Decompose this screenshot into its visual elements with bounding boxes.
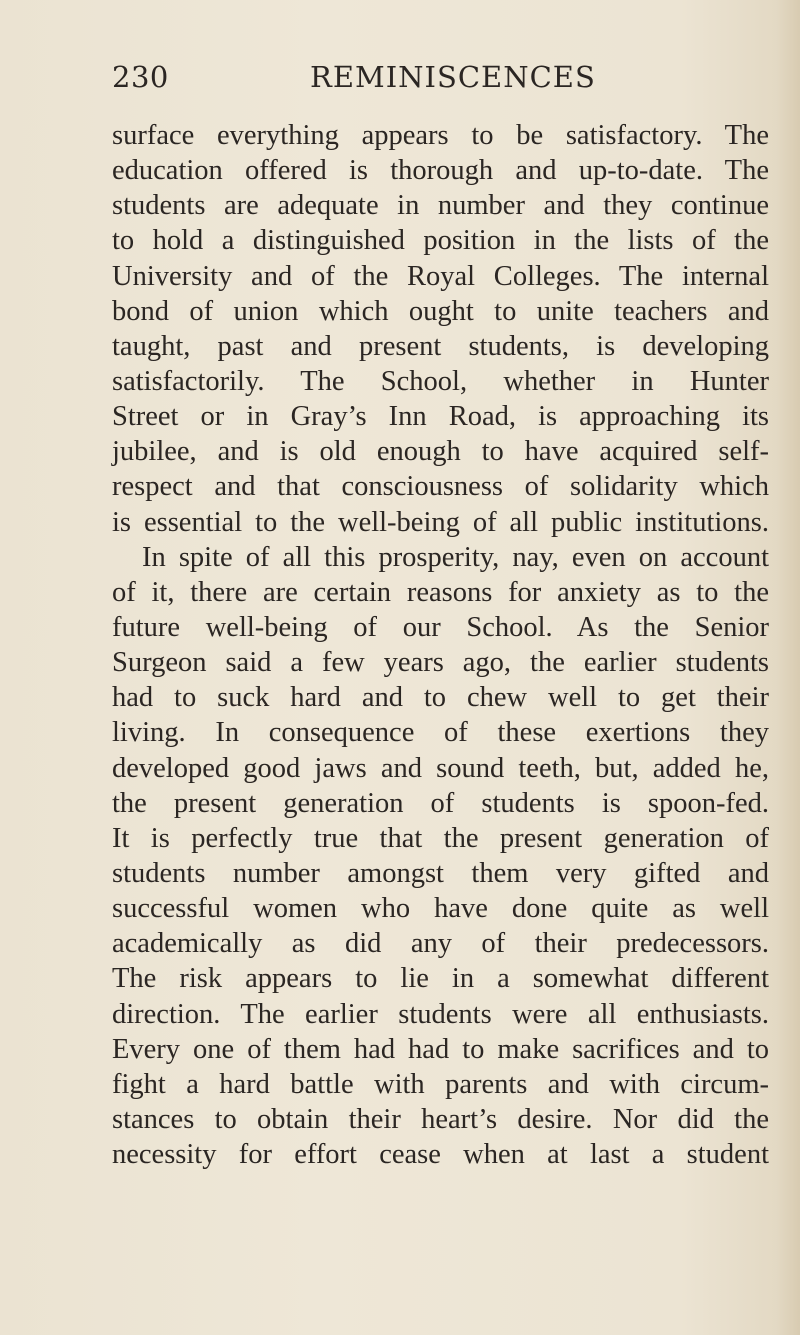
running-title: REMINISCENCES xyxy=(310,60,596,94)
text-line: University and of the Royal Colleges. The internal xyxy=(112,260,769,292)
page-number: 230 xyxy=(112,60,169,94)
text-line: students number amongst them very gifted and xyxy=(112,857,769,889)
text-line: It is perfectly true that the present generation of xyxy=(112,822,769,854)
text-line: respect and that consciousness of solidarity which xyxy=(112,471,769,503)
text-line: is essential to the well-being of all public institutions. xyxy=(112,506,769,538)
text-line: Street or in Gray’s Inn Road, is approaching its xyxy=(112,401,769,433)
text-line: direction. The earlier students were all enthusiasts. xyxy=(112,998,769,1030)
text-line: stances to obtain their heart’s desire. Nor did the xyxy=(112,1103,769,1135)
text-line: academically as did any of their predecessors. xyxy=(112,928,769,960)
text-line: developed good jaws and sound teeth, but, added he, xyxy=(112,752,769,784)
text-line: the present generation of students is spoon-fed. xyxy=(112,787,769,819)
text-line: fight a hard battle with parents and with circum- xyxy=(112,1068,769,1100)
text-line: Surgeon said a few years ago, the earlier students xyxy=(112,647,769,679)
text-line: to hold a distinguished position in the lists of the xyxy=(112,225,769,257)
text-line: education offered is thorough and up-to-date. The xyxy=(112,155,769,187)
text-line: Every one of them had had to make sacrifices and to xyxy=(112,1033,769,1065)
text-line: had to suck hard and to chew well to get their xyxy=(112,682,769,714)
text-line: of it, there are certain reasons for anxiety as to the xyxy=(112,576,769,608)
text-line: students are adequate in number and they continue xyxy=(112,190,769,222)
body-text xyxy=(112,118,769,1172)
text-line: necessity for effort cease when at last a student xyxy=(112,1139,769,1171)
text-line: successful women who have done quite as well xyxy=(112,893,769,925)
text-line: future well-being of our School. As the Senior xyxy=(112,611,769,643)
page-header xyxy=(112,60,712,108)
text-line: satisfactorily. The School, whether in Hunter xyxy=(112,365,769,397)
text-line: surface everything appears to be satisfactory. The xyxy=(112,120,769,151)
text-line: bond of union which ought to unite teachers and xyxy=(112,295,769,327)
text-line: jubilee, and is old enough to have acquired self- xyxy=(112,436,769,468)
text-line: taught, past and present students, is developing xyxy=(112,330,769,362)
paragraph-start-line: In spite of all this prosperity, nay, even on account xyxy=(142,541,769,573)
text-line: The risk appears to lie in a somewhat different xyxy=(112,963,769,995)
text-line: living. In consequence of these exertions they xyxy=(112,717,769,749)
